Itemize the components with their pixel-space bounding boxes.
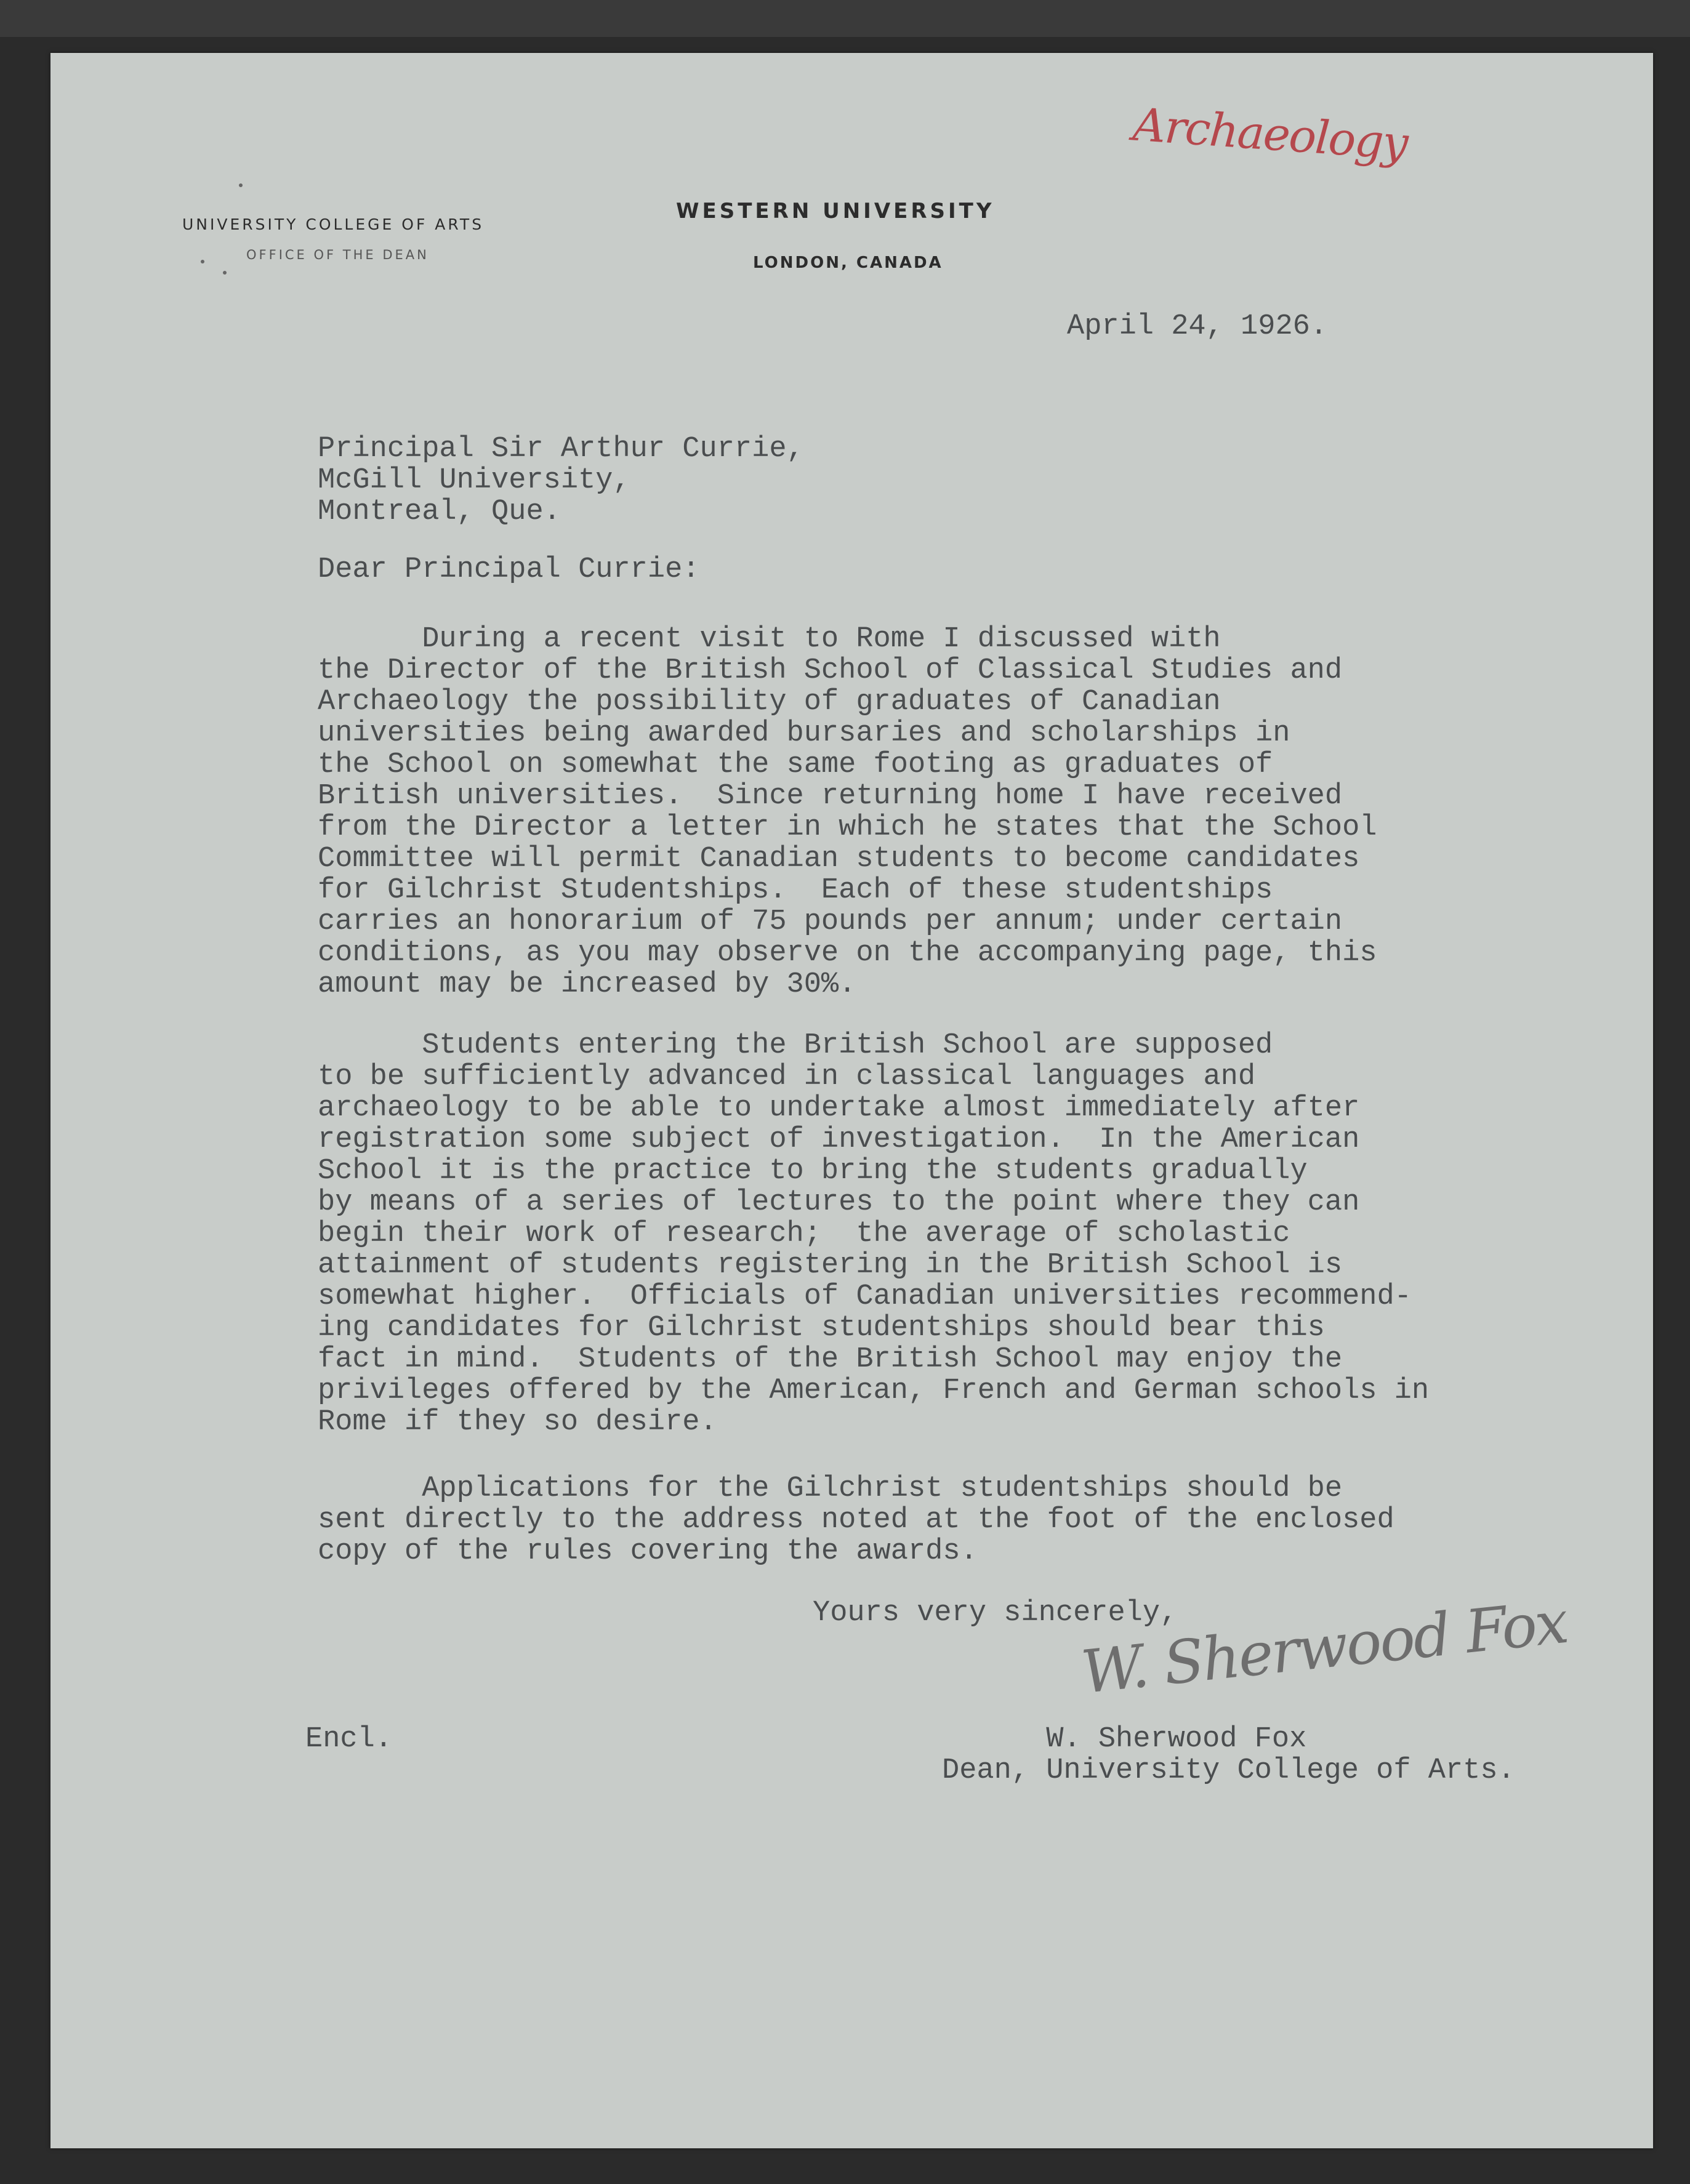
letterhead-city: LONDON, CANADA (753, 254, 943, 272)
body-paragraph-1: During a recent visit to Rome I discussed with the Director of the British School of Classical Studies and Archaeology the possibility of graduates of Canadian universities being awarded bursaries and scholarships in the School on somewhat the same footing as graduates of British universities. Since returning home I have received from the Director a letter in which he states that the School Committee will permit Canadian students to become candidates for Gilchrist Studentships. Each of these studentships carries an honorarium of 75 pounds per annum; under certain conditions, as you may observe on the accompanying page, this amount may be increased by 30%. (318, 623, 1377, 1001)
ink-speck (201, 260, 204, 263)
letterhead-office: OFFICE OF THE DEAN (246, 247, 429, 262)
recipient-address: Principal Sir Arthur Currie, McGill University, Montreal, Que. (318, 433, 804, 528)
enclosure-note: Encl. (305, 1723, 393, 1756)
complimentary-closing: Yours very sincerely, (813, 1597, 1178, 1629)
letterhead-university: WESTERN UNIVERSITY (676, 199, 995, 223)
handwritten-annotation: Archaeology (1131, 98, 1409, 171)
ink-speck (223, 271, 227, 275)
salutation: Dear Principal Currie: (318, 553, 700, 586)
scan-backdrop (0, 0, 1690, 37)
handwritten-signature: W. Sherwood Fox (1078, 1587, 1570, 1708)
body-paragraph-3: Applications for the Gilchrist studentships should be sent directly to the address noted at the foot of the enclosed copy of the rules covering the awards. (318, 1472, 1394, 1568)
letter-date: April 24, 1926. (1067, 310, 1328, 343)
body-paragraph-2: Students entering the British School are supposed to be sufficiently advanced in classical languages and archaeology to be able to undertake almost immediately after registration some subject of investigation. In the American School it is the practice to bring the students gradually by means of a series of lectures to the point where they can begin their work of research; the average of scholastic attainment of students registering in the British School is somewhat higher. Officials of Canadian universities recommend- ing candidates for Gilchrist studentships should bear this fact in mind. Students of the British School may enjoy the privileges offered by the American, French and German schools in Rome if they so desire. (318, 1029, 1430, 1439)
ink-speck (239, 183, 243, 187)
letterhead-college: UNIVERSITY COLLEGE OF ARTS (182, 215, 485, 233)
signature-block: W. Sherwood Fox Dean, University College of Arts. (942, 1723, 1515, 1787)
